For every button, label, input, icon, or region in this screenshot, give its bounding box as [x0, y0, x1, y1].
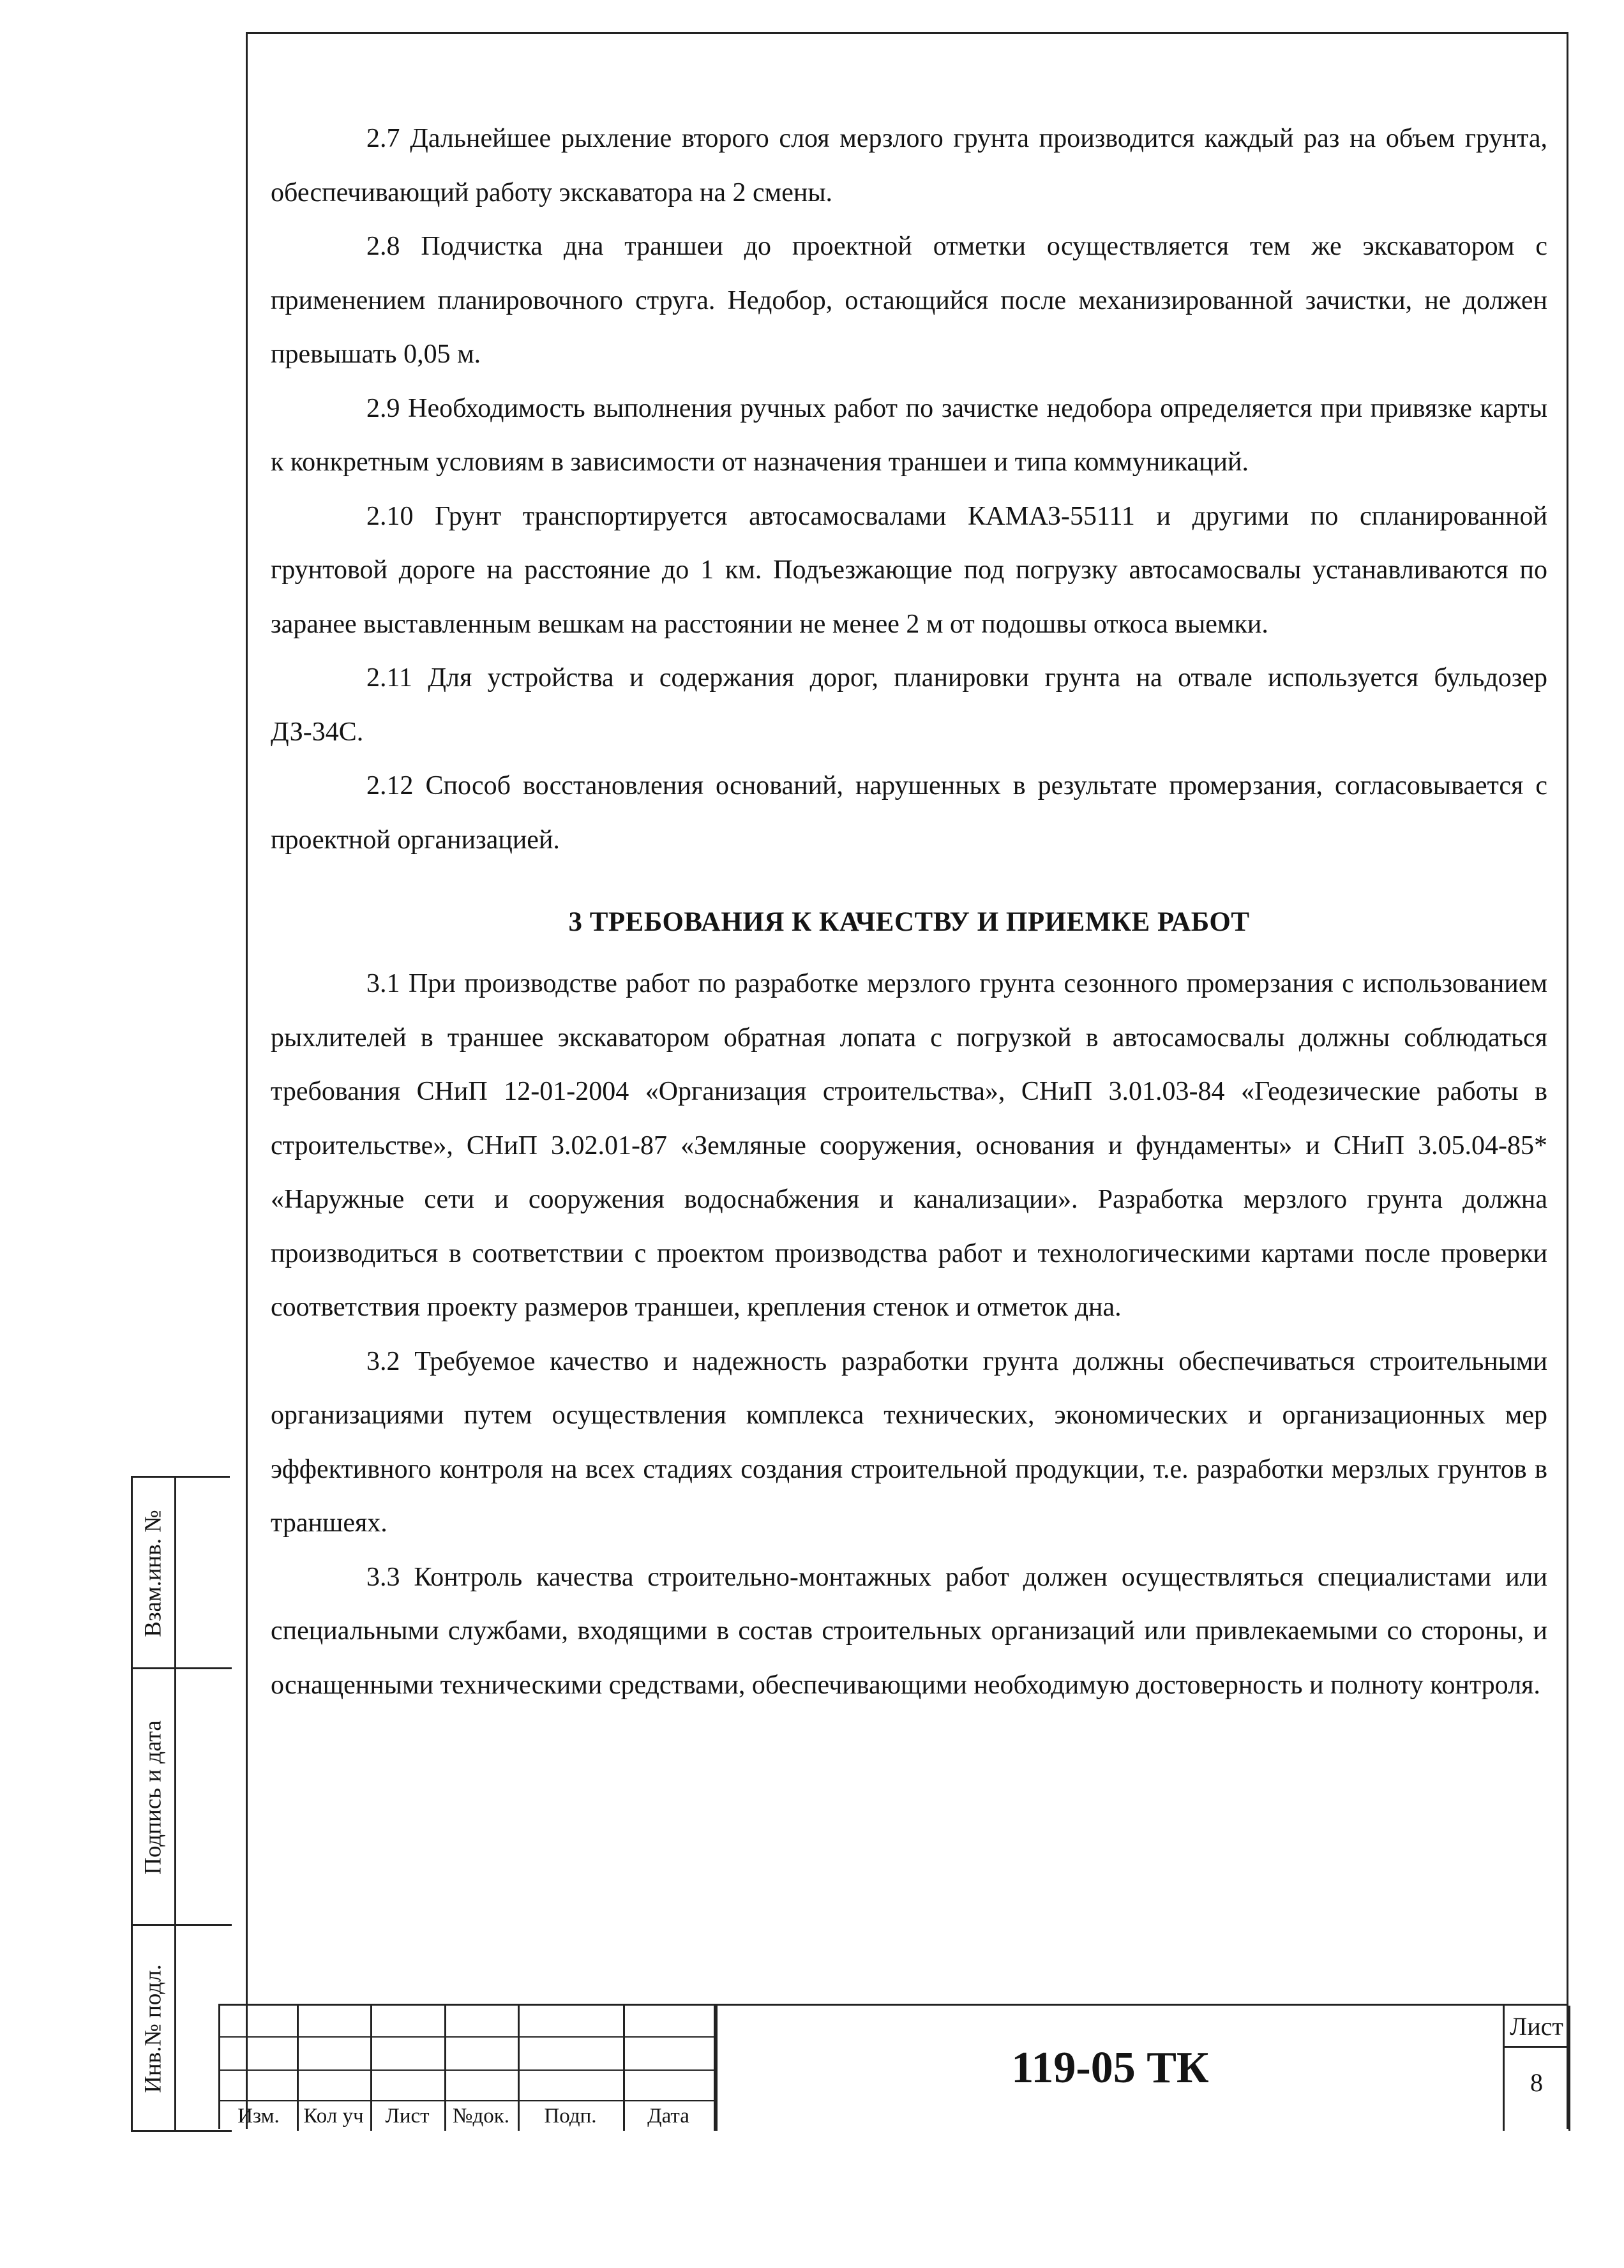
document-code: 119-05 ТК: [716, 2006, 1503, 2131]
paragraph-2-9: 2.9 Необходимость выполнения ручных работ по зачистке недобора определяется при привязке карты к конкретным условиям в зависимости от назначения траншеи и типа коммуникаций.: [271, 393, 1547, 477]
col-list: Лист: [385, 2105, 430, 2128]
sheet-label: Лист: [1505, 2006, 1568, 2048]
paragraph-3-2: 3.2 Требуемое качество и надежность разработки грунта должны обеспечиваться строительными организациями путем осуществления комплекса технических, экономических и организационных мер эффективного контроля на всех стадиях создания строительной продукции, т.е. разработки мерзлых грунтов в траншеях.: [271, 1346, 1547, 1538]
col-podp: Подп.: [544, 2105, 597, 2128]
paragraph-2-8: 2.8 Подчистка дна траншеи до проектной отметки осуществляется тем же экскаватором с применением планировочного струга. Недобор, остающийся после механизированной зачистки, не должен превышать 0,05 м.: [271, 232, 1547, 369]
revision-table: [220, 2006, 714, 2131]
paragraph-2-12: 2.12 Способ восстановления оснований, нарушенных в результате промерзания, согласовывается с проектной организацией.: [271, 771, 1547, 855]
sheet-number: 8: [1530, 2068, 1543, 2097]
paragraph-2-10: 2.10 Грунт транспортируется автосамосвалами КАМАЗ-55111 и другими по спланированной грунтовой дороге на расстояние до 1 км. Подъезжающие под погрузку автосамосвалы устанавливаются по заранее выставленным вешкам на расстоянии не менее 2 м от подошвы откоса выемки.: [271, 501, 1547, 639]
title-block: [218, 2004, 1568, 2129]
paragraph-3-3: 3.3 Контроль качества строительно-монтажных работ должен осуществляться специалистами или специальными службами, входящими в состав строительных организаций или привлекаемыми со стороны, и оснащенными техническими средствами, обеспечивающими необходимую достоверность и полноту контроля.: [271, 1562, 1547, 1700]
binding-cell-inv: [133, 1926, 232, 2132]
paragraph-2-7: 2.7 Дальнейшее рыхление второго слоя мерзлого грунта производится каждый раз на объем грунта, обеспечивающий работу экскаватора на 2 смены.: [271, 124, 1547, 207]
sheet-box: [1503, 2006, 1570, 2131]
label-replace-inv: Взам.инв. №: [140, 1510, 167, 1637]
col-data: Дата: [647, 2105, 689, 2128]
label-inv-original: Инв.№ подл.: [140, 1964, 167, 2093]
col-izm: Изм.: [237, 2105, 280, 2128]
paragraph-3-1: 3.1 При производстве работ по разработке мерзлого грунта сезонного промерзания с использованием рыхлителей в траншее экскаватором обратная лопата с погрузкой в автосамосвалы должны соблюдаться требования СНиП 12-01-2004 «Организация строительства», СНиП 3.01.03-84 «Геодезические работы в строительстве», СНиП 3.02.01-87 «Земляные сооружения, основания и фундаменты» и СНиП 3.05.04-85* «Наружные сети и сооружения водоснабжения и канализации». Разработка мерзлого грунта должна производиться в соответствии с проектом производства работ и технологическими картами после проверки соответствия проекту размеров траншеи, крепления стенок и отметок дна.: [271, 969, 1547, 1322]
binding-strip: [131, 1476, 230, 2132]
binding-cell-replace: [133, 1478, 232, 1669]
label-signature-date: Подпись и дата: [140, 1720, 167, 1875]
section-3-heading: 3 ТРЕБОВАНИЯ К КАЧЕСТВУ И ПРИЕМКЕ РАБОТ: [568, 907, 1250, 937]
col-kol-uch: Кол уч: [303, 2105, 364, 2128]
paragraph-2-11: 2.11 Для устройства и содержания дорог, планировки грунта на отвале используется бульдозер ДЗ-34С.: [271, 663, 1547, 747]
document-body: [271, 112, 1547, 1712]
col-ndok: №док.: [452, 2105, 510, 2128]
binding-cell-signature: [133, 1669, 232, 1926]
